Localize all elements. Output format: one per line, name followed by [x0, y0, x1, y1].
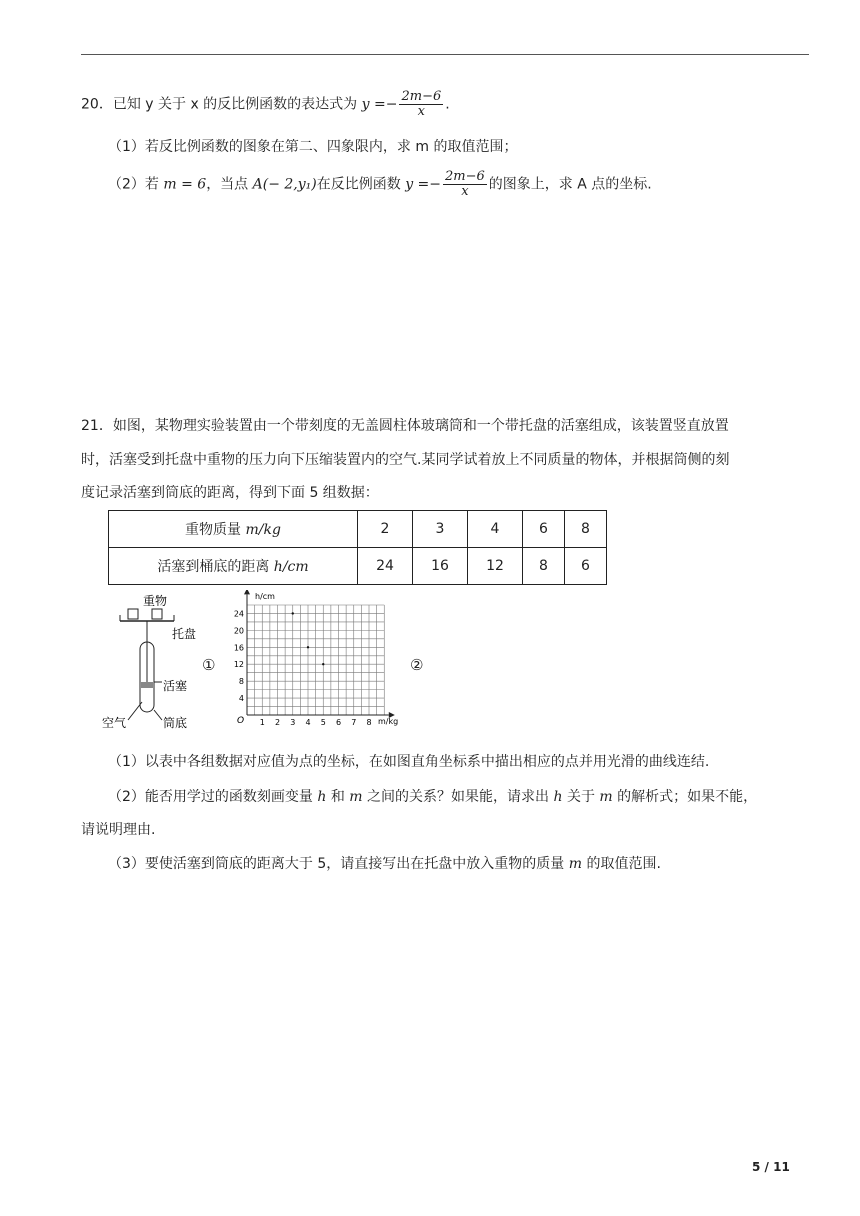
- header-rule: [81, 54, 809, 55]
- x-tick-label: 6: [335, 718, 342, 727]
- x-tick-label: 2: [274, 718, 281, 727]
- table-cell: 12: [468, 548, 523, 585]
- air-pointer: [128, 702, 142, 720]
- grid: [247, 605, 384, 715]
- tray-label: 托盘: [172, 627, 197, 641]
- table-cell: 3: [413, 511, 468, 548]
- coordinate-chart: [225, 590, 415, 730]
- q21-part1: （1）以表中各组数据对应值为点的坐标，在如图直角坐标系中描出相应的点并用光滑的曲线连结.: [108, 754, 710, 770]
- piston: [141, 682, 153, 688]
- table-row: [109, 548, 607, 585]
- table-row: [109, 511, 607, 548]
- q20-fraction-2: $\frac{2m-6}{x}$: [445, 169, 485, 199]
- y-tick-label: 16: [233, 643, 244, 653]
- q21-line3: 度记录活塞到筒底的距离，得到下面 5 组数据：: [81, 485, 379, 501]
- table-cell: 8: [523, 548, 565, 585]
- x-tick-label: 3: [290, 718, 296, 727]
- y-tick-label: 24: [233, 609, 244, 619]
- q20-part2: （2）若 m = 6，当点 A(− 2,y₁)在反比例函数 y =− $\frac{2m-6}{x}$ 的图象上，求 A 点的坐标.: [108, 169, 652, 199]
- x-tick-label: 8: [366, 718, 372, 727]
- weight-label: 重物: [143, 594, 168, 608]
- y-tick-label: 8: [238, 677, 244, 687]
- q20-stem: 20．已知 y 关于 x 的反比例函数的表达式为 y =− $\frac{2m-6}{x}$ .: [81, 89, 450, 119]
- q21-part3: （3）要使活塞到筒底的距离大于 5，请直接写出在托盘中放入重物的质量 m 的取值范围.: [108, 856, 661, 872]
- table-cell: 6: [523, 511, 565, 548]
- page-number: 5 / 11: [752, 1160, 790, 1174]
- weight-block-left: [128, 609, 138, 619]
- table-cell: 8: [565, 511, 607, 548]
- air-label: 空气: [102, 716, 127, 730]
- y-tick-label: 12: [233, 660, 244, 670]
- weight-block-right: [152, 609, 162, 619]
- data-table: [108, 510, 607, 585]
- table-cell: 16: [413, 548, 468, 585]
- table-cell: 24: [358, 548, 413, 585]
- apparatus-figure: [100, 590, 200, 740]
- bottom-label: 筒底: [163, 716, 188, 730]
- q21-line1: 21．如图，某物理实验装置由一个带刻度的无盖圆柱体玻璃筒和一个带托盘的活塞组成，该装置竖直放置: [81, 418, 729, 434]
- data-point: [307, 646, 309, 648]
- q21-line2: 时，活塞受到托盘中重物的压力向下压缩装置内的空气.某同学试着放上不同质量的物体，并根据筒侧的刻: [81, 452, 730, 468]
- x-tick-label: 7: [351, 718, 357, 727]
- y-axis-label: h/cm: [255, 592, 275, 601]
- y-tick-label: 4: [238, 694, 244, 704]
- x-axis-label: m/kg: [378, 717, 399, 726]
- q20-part1: （1）若反比例函数的图象在第二、四象限内，求 m 的取值范围；: [108, 139, 518, 155]
- piston-label: 活塞: [163, 679, 188, 693]
- y-tick-label: 20: [233, 626, 244, 636]
- y-axis-arrow: [244, 590, 250, 594]
- row-label-mass: 重物质量 m/kg: [109, 511, 358, 548]
- table-cell: 2: [358, 511, 413, 548]
- x-tick-label: 1: [259, 718, 265, 727]
- q20-fraction: $\frac{2m-6}{x}$: [401, 89, 442, 119]
- q21-part2-cont: 请说明理由.: [81, 822, 156, 838]
- circle-label-1: ①: [202, 656, 216, 674]
- origin-label: O: [237, 716, 245, 726]
- bottom-pointer: [154, 710, 162, 720]
- x-tick-label: 4: [305, 718, 311, 727]
- q21-part2: （2）能否用学过的函数刻画变量 h 和 m 之间的关系？如果能，请求出 h 关于 m 的解析式；如果不能，: [108, 789, 758, 805]
- data-point: [322, 663, 324, 665]
- row-label-height: 活塞到桶底的距离 h/cm: [109, 548, 358, 585]
- table-cell: 4: [468, 511, 523, 548]
- circle-label-2: ②: [410, 656, 424, 674]
- table-cell: 6: [565, 548, 607, 585]
- axes: [244, 590, 395, 718]
- data-point: [292, 612, 294, 614]
- x-tick-label: 5: [320, 718, 326, 727]
